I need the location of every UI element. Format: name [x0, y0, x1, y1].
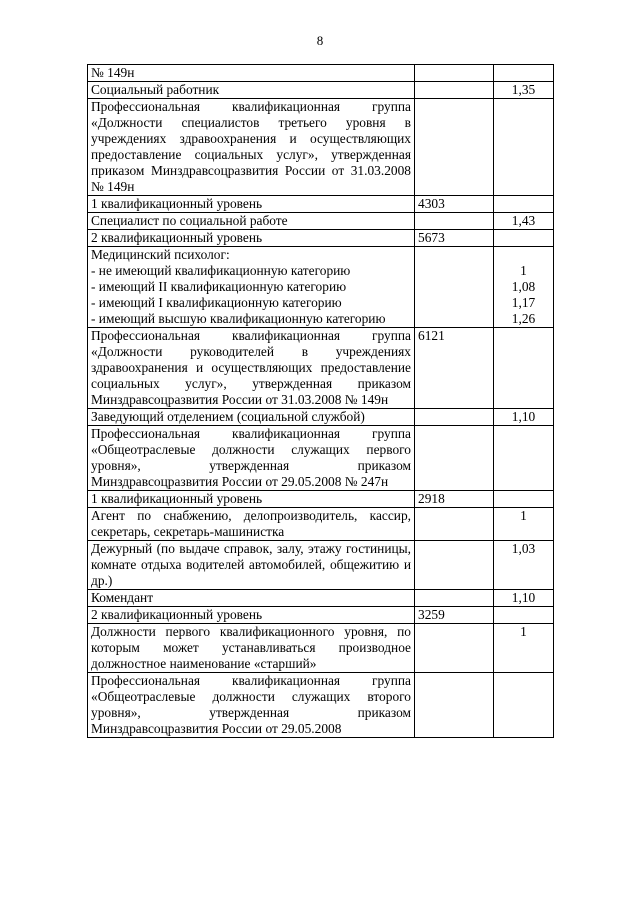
salary-cell: 3259	[415, 607, 494, 624]
coefficient-cell	[494, 230, 554, 247]
position-text: Дежурный (по выдаче справок, залу, этажу гостиницы, комнате отдыха водителей автомобилей, общежитию и др.)	[91, 541, 411, 588]
position-text: - не имеющий квалификационную категорию	[91, 263, 351, 278]
salary-cell	[415, 213, 494, 230]
table-row	[88, 624, 554, 673]
coefficient-value: 1,17	[511, 295, 536, 310]
table-row	[88, 673, 554, 738]
position-text: Социальный работник	[91, 82, 220, 97]
position-text: 1 квалификационный уровень	[91, 196, 263, 211]
position-cell	[88, 409, 415, 426]
coefficient-value: 1,10	[511, 590, 536, 605]
table-row	[88, 508, 554, 541]
position-cell	[88, 213, 415, 230]
coefficient-value: 1,26	[511, 311, 536, 326]
salary-cell	[415, 65, 494, 82]
position-text: 2 квалификационный уровень	[91, 230, 263, 245]
salary-cell: 4303	[415, 196, 494, 213]
table-row	[88, 230, 554, 247]
position-text: Заведующий отделением (социальной службой)	[91, 409, 365, 424]
position-text: - имеющий I квалификационную категорию	[91, 295, 342, 310]
position-cell	[88, 491, 415, 508]
position-text: Профессиональная квалификационная группа «Общеотраслевые должности служащих первого уровня», утвержденная приказом Минздравсоцразвития России от 29.05.2008 № 247н	[91, 426, 411, 489]
salary-cell	[415, 247, 494, 328]
coefficient-cell	[494, 247, 554, 328]
position-text: Профессиональная квалификационная группа «Должности специалистов третьего уровня в учреждениях здравоохранения и осуществляющих предоставление социальных услуг», утвержденная приказом Минздравсоцразвития России от 31.03.2008 № 149н	[91, 99, 411, 194]
coefficient-cell	[494, 426, 554, 491]
position-cell	[88, 607, 415, 624]
coefficient-value: 1,10	[511, 409, 536, 424]
position-text: 2 квалификационный уровень	[91, 607, 263, 622]
position-text: 1 квалификационный уровень	[91, 491, 263, 506]
position-text: Должности первого квалификационного уровня, по которым может устанавливаться производное должностное наименование «старший»	[91, 624, 411, 671]
coefficient-cell	[494, 328, 554, 409]
salary-cell	[415, 409, 494, 426]
position-cell	[88, 508, 415, 541]
table-row	[88, 213, 554, 230]
salary-cell	[415, 82, 494, 99]
coefficient-cell	[494, 673, 554, 738]
coefficient-cell	[494, 213, 554, 230]
position-text: Медицинский психолог:	[91, 247, 230, 262]
coefficient-cell	[494, 541, 554, 590]
coefficient-value: 1,35	[511, 82, 536, 97]
salary-cell: 2918	[415, 491, 494, 508]
coefficient-cell	[494, 491, 554, 508]
position-cell	[88, 247, 415, 328]
position-cell	[88, 426, 415, 491]
position-text: Специалист по социальной работе	[91, 213, 288, 228]
table-row	[88, 607, 554, 624]
position-cell	[88, 328, 415, 409]
position-cell	[88, 65, 415, 82]
coefficient-cell	[494, 607, 554, 624]
coefficient-value: 1	[520, 508, 527, 523]
coefficient-cell	[494, 82, 554, 99]
salary-cell: 5673	[415, 230, 494, 247]
table-row	[88, 541, 554, 590]
coefficient-cell	[494, 624, 554, 673]
position-text: Агент по снабжению, делопроизводитель, кассир, секретарь, секретарь-машинистка	[91, 508, 411, 539]
position-text: - имеющий высшую квалификационную категорию	[91, 311, 386, 326]
salary-cell	[415, 426, 494, 491]
table-row	[88, 65, 554, 82]
coefficient-cell	[494, 508, 554, 541]
salary-cell	[415, 99, 494, 196]
position-text: Комендант	[91, 590, 154, 605]
table-row	[88, 426, 554, 491]
table-row	[88, 409, 554, 426]
salary-cell	[415, 590, 494, 607]
position-cell	[88, 82, 415, 99]
position-text: - имеющий II квалификационную категорию	[91, 279, 347, 294]
salary-cell	[415, 624, 494, 673]
coefficient-cell	[494, 99, 554, 196]
position-text: № 149н	[91, 65, 135, 80]
position-cell	[88, 590, 415, 607]
coefficient-value: 1,08	[511, 279, 536, 294]
table-body	[88, 65, 554, 738]
salary-cell	[415, 541, 494, 590]
coefficient-cell	[494, 196, 554, 213]
position-cell	[88, 624, 415, 673]
salary-cell	[415, 673, 494, 738]
salary-table	[87, 64, 554, 738]
position-text: Профессиональная квалификационная группа «Должности руководителей в учреждениях здравоохранения и осуществляющих предоставление социальных услуг», утвержденная приказом Минздравсоцразвития России от 31.03.2008 № 149н	[91, 328, 411, 407]
salary-cell: 6121	[415, 328, 494, 409]
coefficient-cell	[494, 409, 554, 426]
table-row	[88, 590, 554, 607]
table-row	[88, 82, 554, 99]
table-row	[88, 99, 554, 196]
coefficient-value: 1,03	[511, 541, 536, 556]
position-cell	[88, 673, 415, 738]
coefficient-value: 1,43	[511, 213, 536, 228]
table-row	[88, 328, 554, 409]
position-cell	[88, 541, 415, 590]
coefficient-value: 1	[520, 624, 527, 639]
position-cell	[88, 230, 415, 247]
coefficient-cell	[494, 65, 554, 82]
coefficient-cell	[494, 590, 554, 607]
position-cell	[88, 196, 415, 213]
table-row	[88, 247, 554, 328]
coefficient-value	[497, 247, 550, 263]
salary-cell	[415, 508, 494, 541]
position-cell	[88, 99, 415, 196]
page-number: 8	[316, 33, 324, 48]
table-row	[88, 196, 554, 213]
table-row	[88, 491, 554, 508]
coefficient-value: 1	[520, 263, 527, 278]
position-text: Профессиональная квалификационная группа «Общеотраслевые должности служащих второго уровня», утвержденная приказом Минздравсоцразвития России от 29.05.2008	[91, 673, 411, 736]
